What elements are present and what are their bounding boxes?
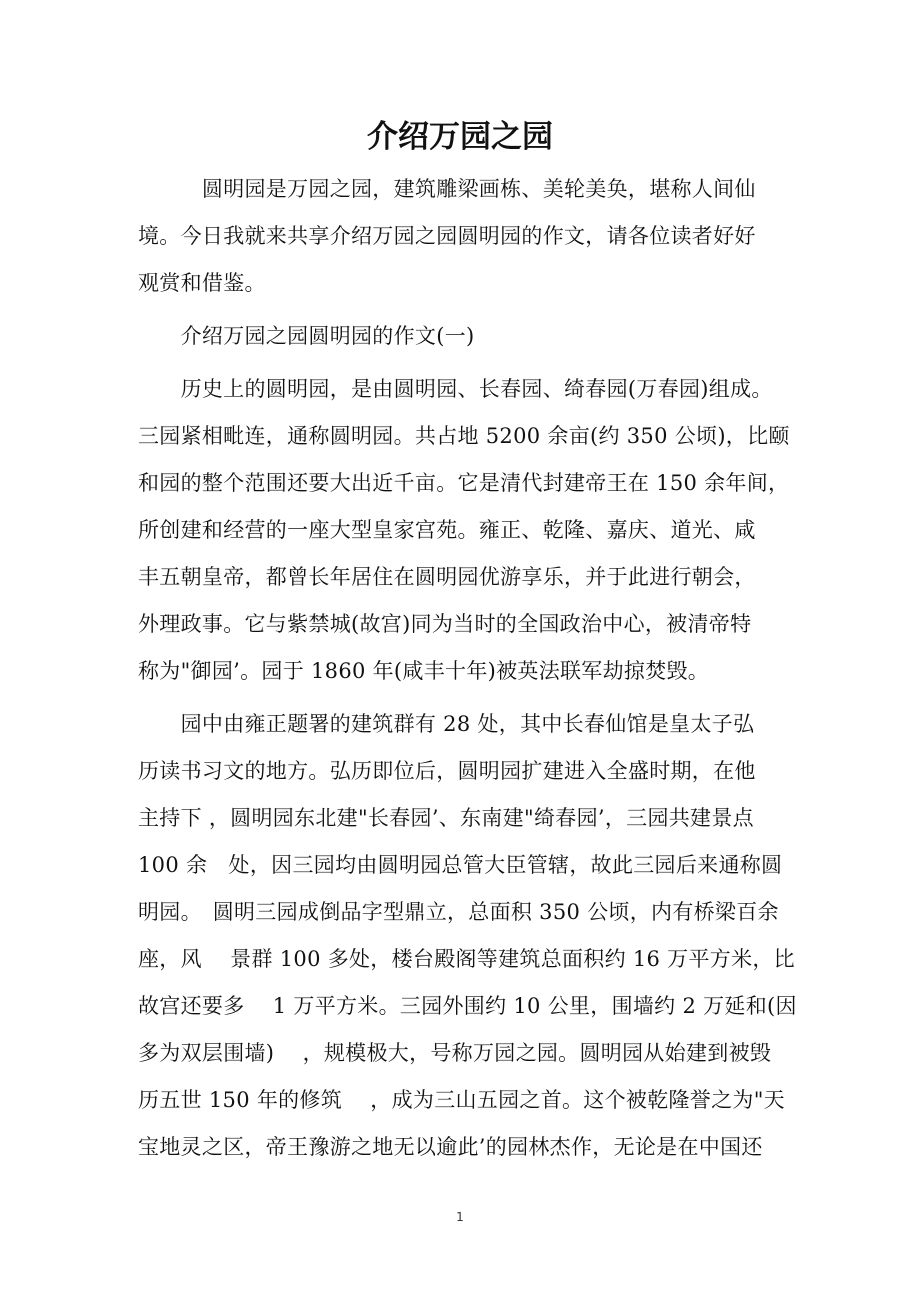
text-line: 所创建和经营的一座大型皇家宫苑。雍正、乾隆、嘉庆、道光、咸 xyxy=(138,518,756,542)
text-line: 三园紧相毗连，通称圆明园。共占地 5200 余亩(约 350 公顷)，比颐 xyxy=(138,424,790,448)
text-line: 历读书习文的地方。弘历即位后，圆明园扩建进入全盛时期，在他 xyxy=(138,759,756,783)
page-number: 1 xyxy=(456,1210,464,1224)
garden-paragraph xyxy=(138,701,797,1171)
text-line: 多为双层围墙) ，规模极大，号称万园之园。圆明园从始建到被毁 xyxy=(138,1041,772,1065)
text-line: 故宫还要多 1 万平方米。三园外围约 10 公里，围墙约 2 万延和(因 xyxy=(138,994,797,1018)
text-line: 主持下 ，圆明园东北建"长春园’、东南建"绮春园’，三园共建景点 xyxy=(138,806,754,830)
text-line: 境。今日我就来共享介绍万园之园圆明园的作文，请各位读者好好 xyxy=(138,224,756,248)
document-body xyxy=(138,166,797,1171)
text-line: 园中由雍正题署的建筑群有 28 处，其中长春仙馆是皇太子弘 xyxy=(138,712,755,736)
text-line: 宝地灵之区，帝王豫游之地无以逾此’的园林杰作，无论是在中国还 xyxy=(138,1135,763,1159)
text-line: 和园的整个范围还要大出近千亩。它是清代封建帝王在 150 余年间， xyxy=(138,471,790,495)
text-line: 观赏和借鉴。 xyxy=(138,271,266,295)
text-line: 100 余 处，因三园均由圆明园总管大臣管辖，故此三园后来通称圆 xyxy=(138,853,783,877)
text-line: 外理政事。它与紫禁城(故宫)同为当时的全国政治中心，被清帝特 xyxy=(138,612,752,636)
section-heading xyxy=(138,313,782,360)
text-line: 座，风 景群 100 多处，楼台殿阁等建筑总面积约 16 万平方米，比 xyxy=(138,947,795,971)
history-paragraph xyxy=(138,366,790,695)
text-line: 称为"御园’。园于 1860 年(咸丰十年)被英法联军劫掠焚毁。 xyxy=(138,659,710,683)
intro-paragraph xyxy=(138,166,782,307)
text-line: 历五世 150 年的修筑 ，成为三山五园之首。这个被乾隆誉之为"天 xyxy=(138,1088,785,1112)
document-title: 介绍万园之园 xyxy=(367,119,553,155)
text-line: 圆明园是万园之园，建筑雕梁画栋、美轮美奂，堪称人间仙 xyxy=(138,177,756,201)
text-line: 丰五朝皇帝，都曾长年居住在圆明园优游享乐，并于此进行朝会， xyxy=(138,565,756,589)
text-line: 历史上的圆明园，是由圆明园、长春园、绮春园(万春园)组成。 xyxy=(138,377,773,401)
text-line: 明园。 圆明三园成倒品字型鼎立，总面积 350 公顷，内有桥梁百余 xyxy=(138,900,779,924)
text-line: 介绍万园之园圆明园的作文(一) xyxy=(138,324,475,348)
